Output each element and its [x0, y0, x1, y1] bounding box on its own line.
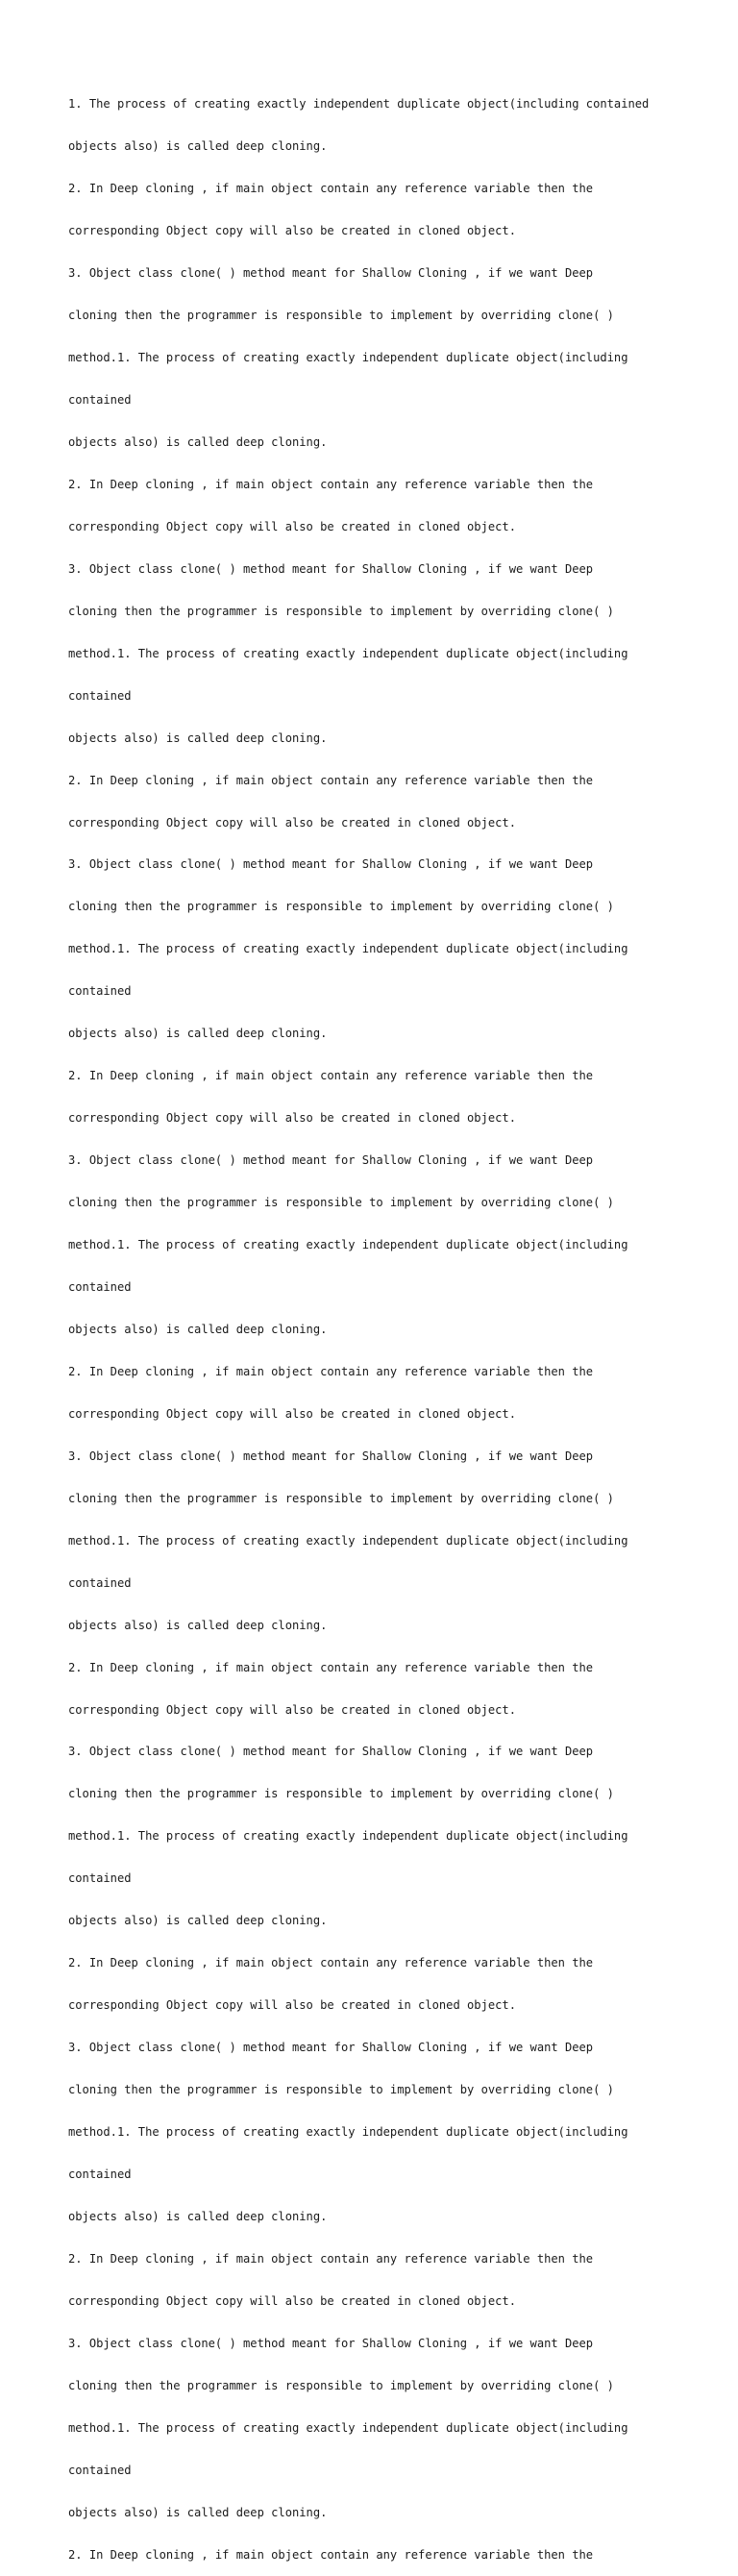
text-line: 3. Object class clone( ) method meant for Shallow Cloning , if we want Deep [68, 1153, 594, 1168]
text-line: corresponding Object copy will also be created in cloned object. [68, 1406, 516, 1421]
text-line: method.1. The process of creating exactly independent duplicate object(including [68, 2420, 628, 2435]
text-line: cloning then the programmer is responsible to implement by overriding clone( ) [68, 2083, 614, 2097]
text-line: objects also) is called deep cloning. [68, 2505, 328, 2519]
text-line: 3. Object class clone( ) method meant for Shallow Cloning , if we want Deep [68, 857, 594, 872]
text-line: objects also) is called deep cloning. [68, 139, 328, 154]
text-line: contained [68, 1575, 132, 1590]
text-line: contained [68, 1871, 132, 1886]
text-line: 2. In Deep cloning , if main object contain any reference variable then the [68, 182, 594, 196]
text-line: contained [68, 688, 132, 703]
text-line: 2. In Deep cloning , if main object contain any reference variable then the [68, 1956, 594, 1970]
text-line: cloning then the programmer is responsible to implement by overriding clone( ) [68, 604, 614, 618]
text-line: contained [68, 1280, 132, 1294]
text-line: 2. In Deep cloning , if main object contain any reference variable then the [68, 477, 594, 491]
text-line: 2. In Deep cloning , if main object contain any reference variable then the [68, 773, 594, 787]
text-line: objects also) is called deep cloning. [68, 1322, 328, 1336]
text-line: 2. In Deep cloning , if main object contain any reference variable then the [68, 1069, 594, 1083]
text-line: 3. Object class clone( ) method meant for Shallow Cloning , if we want Deep [68, 561, 594, 576]
text-line: 2. In Deep cloning , if main object contain any reference variable then the [68, 2251, 594, 2266]
text-line: 3. Object class clone( ) method meant for Shallow Cloning , if we want Deep [68, 266, 594, 281]
text-line: contained [68, 2167, 132, 2182]
text-line: method.1. The process of creating exactly independent duplicate object(including [68, 351, 628, 365]
text-line: cloning then the programmer is responsible to implement by overriding clone( ) [68, 309, 614, 323]
text-line: objects also) is called deep cloning. [68, 731, 328, 745]
text-line: corresponding Object copy will also be created in cloned object. [68, 1998, 516, 2013]
text-line: cloning then the programmer is responsible to implement by overriding clone( ) [68, 1787, 614, 1801]
text-line: contained [68, 392, 132, 407]
text-line: method.1. The process of creating exactly independent duplicate object(including [68, 1533, 628, 1548]
text-line: method.1. The process of creating exactly independent duplicate object(including [68, 2125, 628, 2140]
text-line: contained [68, 2463, 132, 2477]
text-line: corresponding Object copy will also be created in cloned object. [68, 1702, 516, 1717]
text-line: objects also) is called deep cloning. [68, 1914, 328, 1928]
text-line: cloning then the programmer is responsible to implement by overriding clone( ) [68, 900, 614, 914]
text-line: 3. Object class clone( ) method meant for Shallow Cloning , if we want Deep [68, 2336, 594, 2350]
text-line: method.1. The process of creating exactly independent duplicate object(including [68, 1238, 628, 1252]
text-line: cloning then the programmer is responsible to implement by overriding clone( ) [68, 1491, 614, 1505]
text-line: 3. Object class clone( ) method meant for Shallow Cloning , if we want Deep [68, 2041, 594, 2055]
text-line: 2. In Deep cloning , if main object contain any reference variable then the [68, 1364, 594, 1378]
text-line: objects also) is called deep cloning. [68, 2209, 328, 2223]
text-line: cloning then the programmer is responsible to implement by overriding clone( ) [68, 1196, 614, 1210]
text-line: cloning then the programmer is responsible to implement by overriding clone( ) [68, 2378, 614, 2392]
text-line: 3. Object class clone( ) method meant for Shallow Cloning , if we want Deep [68, 1745, 594, 1759]
text-line: corresponding Object copy will also be created in cloned object. [68, 815, 516, 830]
text-line: corresponding Object copy will also be created in cloned object. [68, 224, 516, 238]
text-line: objects also) is called deep cloning. [68, 1027, 328, 1041]
text-line: 2. In Deep cloning , if main object contain any reference variable then the [68, 1660, 594, 1674]
text-line: 2. In Deep cloning , if main object contain any reference variable then the [68, 2547, 594, 2562]
text-line: corresponding Object copy will also be created in cloned object. [68, 2293, 516, 2308]
text-line: corresponding Object copy will also be created in cloned object. [68, 1111, 516, 1126]
document-page [68, 69, 722, 2576]
text-line: method.1. The process of creating exactly independent duplicate object(including [68, 646, 628, 660]
text-line: method.1. The process of creating exactly independent duplicate object(including [68, 1829, 628, 1844]
text-line: 3. Object class clone( ) method meant for Shallow Cloning , if we want Deep [68, 1449, 594, 1463]
text-line: method.1. The process of creating exactly independent duplicate object(including [68, 942, 628, 956]
text-line: contained [68, 984, 132, 999]
text-line: objects also) is called deep cloning. [68, 1618, 328, 1632]
text-line: objects also) is called deep cloning. [68, 434, 328, 449]
text-line: corresponding Object copy will also be created in cloned object. [68, 519, 516, 533]
text-line: 1. The process of creating exactly independent duplicate object(including contained [68, 97, 650, 111]
